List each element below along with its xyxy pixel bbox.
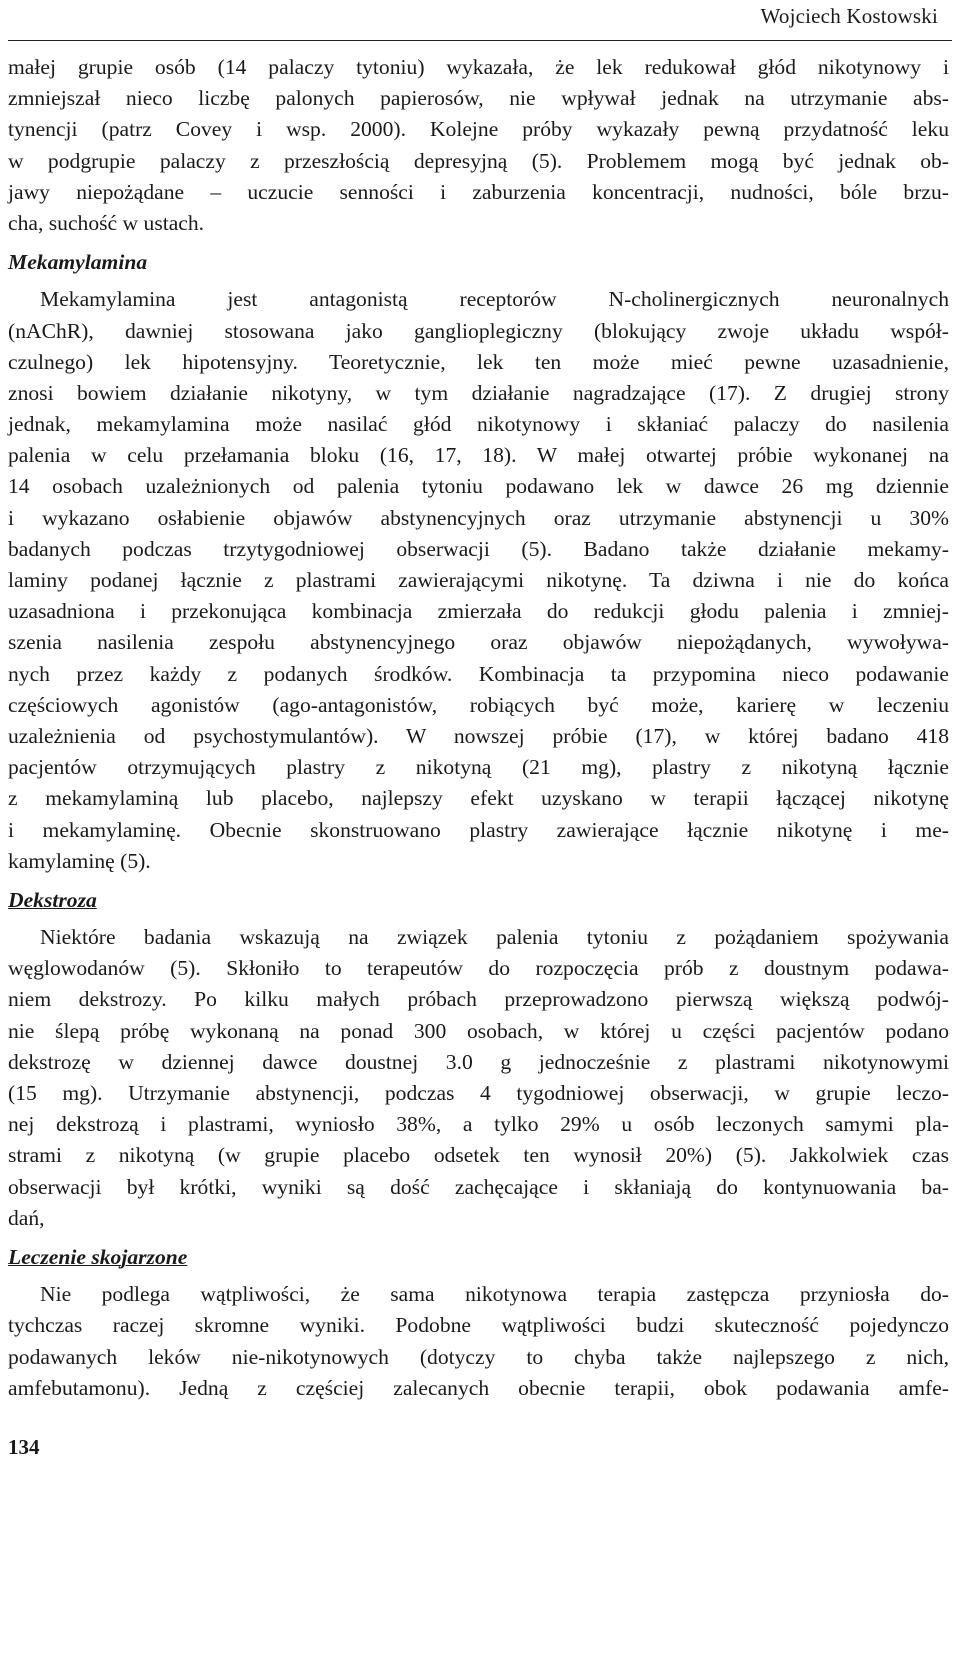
text-line: amfebutamonu). Jedną z częściej zalecanych obecnie terapii, obok podawania amfe-: [8, 1375, 949, 1400]
text-line: Mekamylamina jest antagonistą receptorów N-cholinergicznych neuronalnych: [40, 287, 949, 312]
text-line: podawanych leków nie-nikotynowych (dotyczy to chyba także najlepszego z nich,: [8, 1344, 949, 1369]
section-heading-leczenie-skojarzone: Leczenie skojarzone: [8, 1244, 188, 1269]
text-line: uzależnienia od psychostymulantów). W nowszej próbie (17), w której badano 418: [8, 723, 949, 748]
text-line: Nie podlega wątpliwości, że sama nikotynowa terapia zastępcza przyniosła do-: [40, 1282, 949, 1307]
section-paragraph-mekamylamina: [8, 284, 949, 877]
text-line: małej grupie osób (14 palaczy tytoniu) wykazała, że lek redukował głód nikotynowy i: [8, 55, 949, 79]
text-line: (nAChR), dawniej stosowana jako ganglioplegiczny (blokujący zwoje układu współ-: [8, 318, 949, 343]
text-line: częściowych agonistów (ago-antagonistów, robiących być może, karierę w leczeniu: [8, 692, 949, 717]
section-heading-dekstroza: Dekstroza: [8, 887, 97, 912]
text-line: uzasadniona i przekonująca kombinacja zmierzała do redukcji głodu palenia i zmniej-: [8, 599, 949, 624]
section-paragraph-leczenie-skojarzone: [8, 1279, 949, 1404]
text-line: węglowodanów (5). Skłoniło to terapeutów do rozpoczęcia prób z doustnym podawa-: [8, 956, 949, 981]
text-line: tychczas raczej skromne wyniki. Podobne wątpliwości budzi skuteczność pojedynczo: [8, 1313, 949, 1338]
text-line: zmniejszał nieco liczbę palonych papierosów, nie wpływał jednak na utrzymanie abs-: [8, 86, 949, 111]
text-line: laminy podanej łącznie z plastrami zawierającymi nikotynę. Ta dziwna i nie do końca: [8, 568, 949, 592]
text-line: i mekamylaminę. Obecnie skonstruowano plastry zawierające łącznie nikotynę i me-: [8, 817, 949, 842]
page-number: 134: [8, 1435, 40, 1459]
header-rule: [8, 40, 952, 41]
text-line: nej dekstrozą i plastrami, wyniosło 38%, a tylko 29% u osób leczonych samymi pla-: [8, 1112, 949, 1137]
text-line: i wykazano osłabienie objawów abstynencyjnych oraz utrzymanie abstynencji u 30%: [8, 505, 949, 530]
text-line: Niektóre badania wskazują na związek palenia tytoniu z pożądaniem spożywania: [40, 925, 949, 950]
text-line: kamylaminę (5).: [8, 848, 151, 873]
text-line: dań,: [8, 1205, 45, 1230]
text-line: jednak, mekamylamina może nasilać głód nikotynowy i skłaniać palaczy do nasilenia: [8, 412, 949, 437]
text-line: pacjentów otrzymujących plastry z nikotyną (21 mg), plastry z nikotyną łącznie: [8, 755, 949, 780]
running-header-author: Wojciech Kostowski: [760, 4, 938, 28]
text-line: jawy niepożądane – uczucie senności i zaburzenia koncentracji, nudności, bóle brzu-: [8, 179, 949, 204]
intro-paragraph: [8, 52, 949, 239]
section-paragraph-dekstroza: [8, 922, 949, 1234]
text-line: tynencji (patrz Covey i wsp. 2000). Kolejne próby wykazały pewną przydatność leku: [8, 117, 949, 142]
text-line: szenia nasilenia zespołu abstynencyjnego oraz objawów niepożądanych, wywoływa-: [8, 630, 949, 655]
text-line: badanych podczas trzytygodniowej obserwacji (5). Badano także działanie mekamy-: [8, 536, 949, 561]
page-body: [8, 52, 949, 1404]
text-line: nie ślepą próbę wykonaną na ponad 300 osobach, w której u części pacjentów podano: [8, 1018, 949, 1043]
text-line: w podgrupie palaczy z przeszłością depresyjną (5). Problemem mogą być jednak ob-: [8, 148, 949, 173]
text-line: niem dekstrozy. Po kilku małych próbach przeprowadzono pierwszą większą podwój-: [8, 987, 949, 1012]
text-line: obserwacji był krótki, wyniki są dość zachęcające i skłaniają do kontynuowania ba-: [8, 1174, 949, 1199]
section-heading-mekamylamina: Mekamylamina: [8, 250, 148, 275]
text-line: (15 mg). Utrzymanie abstynencji, podczas 4 tygodniowej obserwacji, w grupie leczo-: [8, 1081, 949, 1105]
text-line: z mekamylaminą lub placebo, najlepszy efekt uzyskano w terapii łączącej nikotynę: [8, 786, 949, 811]
text-line: palenia w celu przełamania bloku (16, 17, 18). W małej otwartej próbie wykonanej na: [8, 443, 949, 468]
text-line: nych przez każdy z podanych środków. Kombinacja ta przypomina nieco podawanie: [8, 661, 949, 686]
text-line: 14 osobach uzależnionych od palenia tytoniu podawano lek w dawce 26 mg dziennie: [8, 474, 949, 499]
text-line: strami z nikotyną (w grupie placebo odsetek ten wynosił 20%) (5). Jakkolwiek czas: [8, 1143, 949, 1168]
text-line: czulnego) lek hipotensyjny. Teoretycznie, lek ten może mieć pewne uzasadnienie,: [8, 349, 949, 374]
text-line: znosi bowiem działanie nikotyny, w tym działanie nagradzające (17). Z drugiej strony: [8, 380, 949, 405]
text-line: dekstrozę w dziennej dawce doustnej 3.0 g jednocześnie z plastrami nikotynowymi: [8, 1049, 949, 1074]
text-line: cha, suchość w ustach.: [8, 210, 205, 235]
